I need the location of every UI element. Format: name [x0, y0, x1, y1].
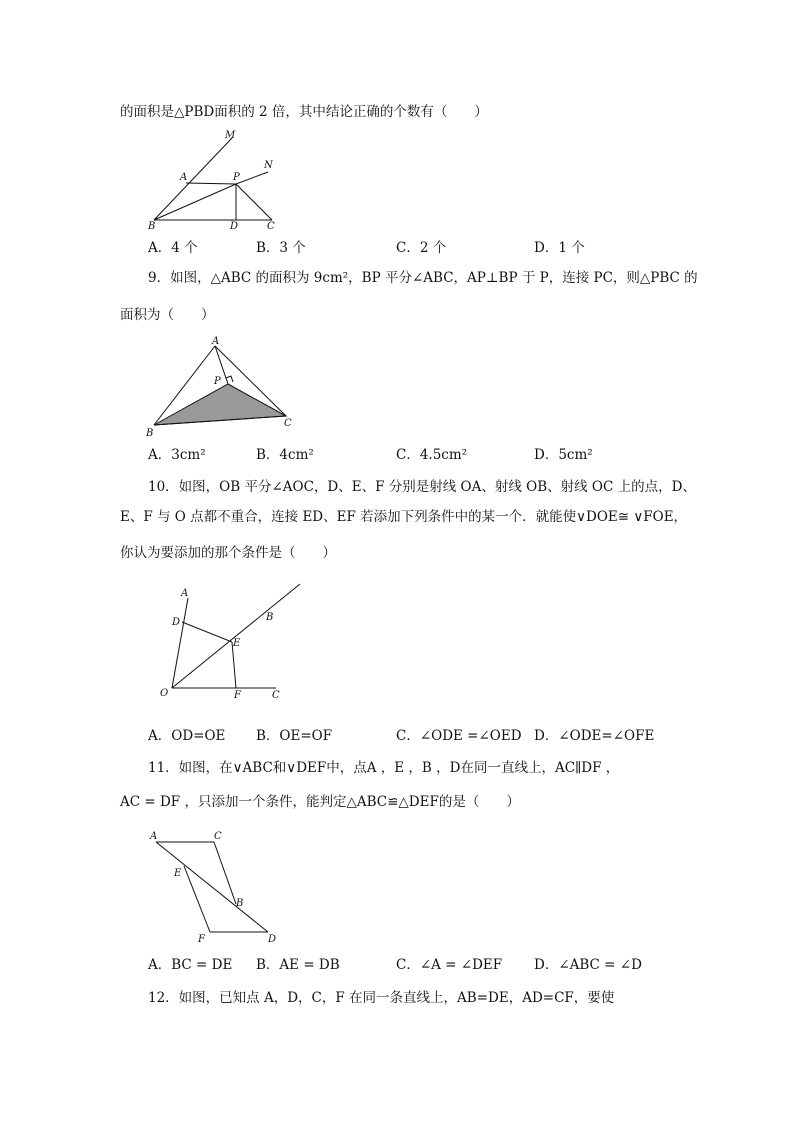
- q10-option-d[interactable]: D．∠ODE=∠OFE: [534, 728, 655, 744]
- q8-option-c[interactable]: C．2 个: [396, 240, 447, 256]
- q11-segment-ad: [156, 842, 268, 932]
- q9-figure: [140, 334, 300, 440]
- q8-segment-pc: [236, 184, 272, 220]
- q9-option-b[interactable]: B．4cm²: [256, 447, 314, 463]
- q11-figure: [140, 826, 290, 946]
- q9-stem-line1: 9．如图，△ABC 的面积为 9cm²，BP 平分∠ABC，AP⊥BP 于 P，连接 PC，则△PBC 的: [148, 270, 698, 286]
- q9-shaded-triangle-pbc: [154, 384, 286, 425]
- q8-continuation-text: 的面积是△PBD面积的 2 倍，其中结论正确的个数有（ ）: [120, 104, 488, 120]
- q10-label-d: D: [172, 617, 181, 628]
- q11-stem-line1: 11．如图，在∨ABC和∨DEF中，点A ，E ，B ，D在同一直线上，AC∥DF ，: [148, 760, 620, 776]
- q10-label-e: E: [233, 638, 241, 649]
- q8-figure: [140, 124, 290, 230]
- q9-option-d[interactable]: D．5cm²: [534, 447, 593, 463]
- q10-ray-ob: [172, 584, 300, 688]
- q10-figure: [150, 578, 310, 704]
- q8-ray-pn: [236, 172, 268, 184]
- q11-label-c: C: [214, 831, 222, 842]
- q8-label-p: P: [233, 172, 240, 183]
- q11-option-b[interactable]: B．AE = DB: [256, 957, 340, 973]
- q8-label-c: C: [267, 221, 275, 230]
- q10-ray-oa: [172, 598, 188, 688]
- q12-stem-line1: 12．如图，已知点 A，D，C，F 在同一条直线上，AB=DE，AD=CF，要使: [148, 990, 615, 1006]
- q10-stem-line3: 你认为要添加的那个条件是（ ）: [120, 545, 336, 561]
- q11-segment-ef: [184, 866, 210, 932]
- q9-option-c[interactable]: C．4.5cm²: [396, 447, 468, 463]
- q8-label-n: N: [264, 160, 273, 171]
- q11-option-d[interactable]: D．∠ABC = ∠D: [534, 957, 642, 973]
- q11-segment-cb: [214, 842, 236, 904]
- q8-option-b[interactable]: B．3 个: [256, 240, 306, 256]
- q11-option-c[interactable]: C．∠A = ∠DEF: [396, 957, 503, 973]
- q11-label-e: E: [174, 868, 182, 879]
- q9-label-p: P: [214, 376, 221, 387]
- q10-label-b: B: [266, 612, 274, 623]
- q9-stem-line2: 面积为（ ）: [120, 307, 215, 323]
- q10-stem-line1: 10．如图，OB 平分∠AOC，D、E、F 分别是射线 OA、射线 OB、射线 OC 上的点，D、: [148, 479, 696, 495]
- q9-label-b: B: [146, 428, 154, 439]
- q10-label-c: C: [272, 690, 280, 701]
- q10-label-f: F: [234, 690, 241, 701]
- q11-label-f: F: [198, 934, 205, 945]
- q8-segment-bp: [154, 184, 236, 220]
- q11-label-a: A: [150, 831, 158, 842]
- q11-option-a[interactable]: A．BC = DE: [148, 957, 233, 973]
- q9-option-a[interactable]: A．3cm²: [148, 447, 206, 463]
- q10-label-o: O: [160, 688, 169, 699]
- q10-label-a: A: [181, 588, 189, 599]
- q8-label-m: M: [225, 130, 236, 141]
- q8-segment-ap: [186, 183, 236, 184]
- q8-label-a: A: [180, 172, 188, 183]
- q11-stem-line2: AC = DF ，只添加一个条件，能判定△ABC≌△DEF的是（ ）: [120, 794, 520, 810]
- q10-segment-de: [182, 622, 232, 642]
- q10-option-b[interactable]: B．OE=OF: [256, 728, 333, 744]
- q8-option-d[interactable]: D．1 个: [534, 240, 585, 256]
- q10-stem-line2: E、F 与 O 点都不重合，连接 ED、EF 若添加下列条件中的某一个．就能使∨DOE≅ ∨FOE，: [120, 509, 688, 525]
- q11-label-d: D: [268, 934, 277, 945]
- q10-option-c[interactable]: C．∠ODE =∠OED: [396, 728, 522, 744]
- q9-label-c: C: [284, 418, 292, 429]
- q8-option-a[interactable]: A．4 个: [148, 240, 198, 256]
- q8-label-d: D: [230, 221, 239, 230]
- q11-label-b: B: [236, 898, 244, 909]
- q8-label-b: B: [148, 221, 156, 230]
- q10-option-a[interactable]: A．OD=OE: [148, 728, 226, 744]
- q9-label-a: A: [212, 336, 220, 347]
- q8-ray-bm: [154, 138, 232, 220]
